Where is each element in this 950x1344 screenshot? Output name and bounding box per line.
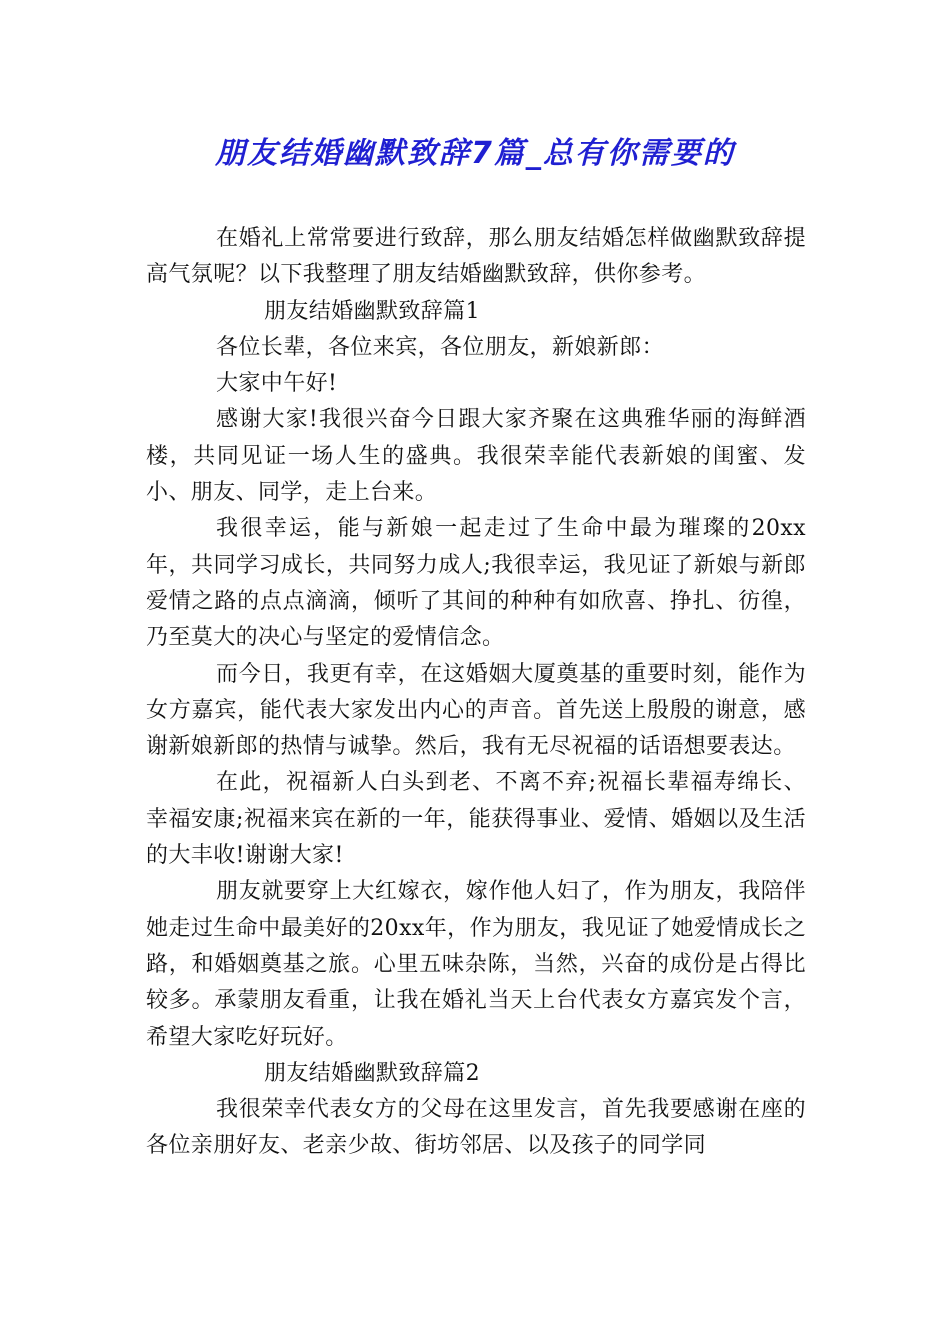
document-body bbox=[146, 221, 806, 1165]
section-heading: 朋友结婚幽默致辞篇1 bbox=[264, 298, 480, 324]
paragraph: 朋友就要穿上大红嫁衣，嫁作他人妇了，作为朋友，我陪伴她走过生命中最美好的20xx年，作为朋友，我见证了她爱情成长之路，和婚姻奠基之旅。心里五味杂陈，当然，兴奋的成份是占得比较多。承蒙朋友看重，让我在婚礼当天上台代表女方嘉宾发个言，希望大家吃好玩好。 bbox=[146, 879, 806, 1050]
paragraph: 而今日，我更有幸，在这婚姻大厦奠基的重要时刻，能作为女方嘉宾，能代表大家发出内心的声音。首先送上殷殷的谢意，感谢新娘新郎的热情与诚挚。然后，我有无尽祝福的话语想要表达。 bbox=[146, 661, 806, 760]
paragraph: 各位长辈，各位来宾，各位朋友，新娘新郎： bbox=[216, 334, 665, 360]
paragraph: 在此，祝福新人白头到老、不离不弃;祝福长辈福寿绵长、幸福安康;祝福来宾在新的一年，能获得事业、爱情、婚姻以及生活的大丰收!谢谢大家! bbox=[146, 770, 806, 869]
paragraph: 在婚礼上常常要进行致辞，那么朋友结婚怎样做幽默致辞提高气氛呢？以下我整理了朋友结婚幽默致辞，供你参考。 bbox=[146, 226, 806, 288]
page-title: 朋友结婚幽默致辞7篇_总有你需要的 bbox=[215, 136, 735, 171]
paragraph: 我很幸运，能与新娘一起走过了生命中最为璀璨的20xx年，共同学习成长，共同努力成人;我很幸运，我见证了新娘与新郎爱情之路的点点滴滴，倾听了其间的种种有如欣喜、挣扎、彷徨，乃至莫大的决心与坚定的爱情信念。 bbox=[146, 516, 806, 651]
paragraph: 我很荣幸代表女方的父母在这里发言，首先我要感谢在座的各位亲朋好友、老亲少故、街坊邻居、以及孩子的同学同 bbox=[146, 1097, 806, 1159]
paragraph: 大家中午好! bbox=[216, 371, 338, 397]
paragraph: 感谢大家!我很兴奋今日跟大家齐聚在这典雅华丽的海鲜酒楼，共同见证一场人生的盛典。我很荣幸能代表新娘的闺蜜、发小、朋友、同学，走上台来。 bbox=[146, 407, 806, 506]
section-heading: 朋友结婚幽默致辞篇2 bbox=[264, 1060, 480, 1086]
